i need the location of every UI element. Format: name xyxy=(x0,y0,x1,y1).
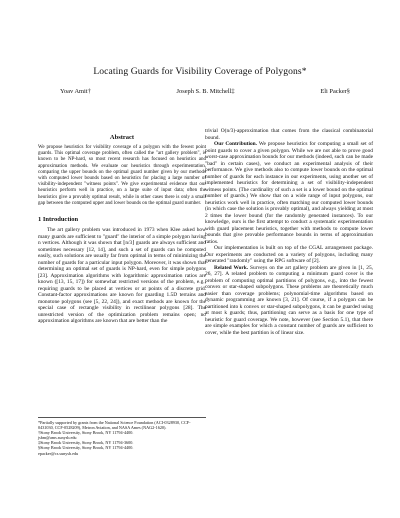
implementation-paragraph: Our implementation is built on top of the CGAL arrangement package. Our experiments are conducted on a variety of polygons, including many generated "randomly" using the RPG software of [2]. xyxy=(205,245,373,264)
footnote-email-2: epacker@cs.sunysb.edu xyxy=(38,450,79,456)
author-2: Joseph S. B. Mitchell‡ xyxy=(176,88,235,95)
left-column xyxy=(38,134,206,325)
contribution-paragraph xyxy=(205,141,373,245)
footnote-author-3: §Stony Brook University, Stony Brook, NY 11794-4400. xyxy=(38,445,134,451)
footnote-author-1: †Stony Brook University, Stony Brook, NY 11794-4400. xyxy=(38,430,134,436)
author-1: Yoav Amit† xyxy=(60,88,91,95)
footnotes xyxy=(38,417,206,456)
author-list xyxy=(60,88,350,95)
abstract-text: We propose heuristics for visibility coverage of a polygon with the fewest point guards. This optimal coverage problem, often called the "art gallery problem", is known to be NP-hard, so most recent research has focused on heuristics and approximation methods. We evaluate our heuristics through experimentation, comparing the upper bounds on the optimal guard number given by our methods with computed lower bounds based on heuristics for placing a large number of visibility-independent "witness points". We give experimental evidence that our heuristics perform well in practice, on a large suite of input data; often the heuristics give a provably optimal result, while in other cases there is only a small gap between the computed upper and lower bounds on the optimal guard number. xyxy=(38,145,206,206)
related-work-text: Surveys on the art gallery problem are given in [1, 25, 26, 27]. A related problem to computing a minimum guard cover is the problem of computing optimal partitions of polygons, e.g., into the fewest convex or star-shaped subpolygons. These problems are theoretically much easier than coverage problems; polynomial-time algorithms based on dynamic programming are known [3, 21]. Of course, if a polygon can be partitioned into k convex or star-shaped subpolygons, it can be guarded using at most k guards; thus, partitioning can serve as a basis for one type of heuristic for guard coverage. We note, however (see Section 5.1), that there are simple examples for which a constant number of guards are sufficient to cover, while the best partition is of linear size. xyxy=(205,264,373,336)
paper-title: Locating Guards for Visibility Coverage of Polygons* xyxy=(93,66,307,77)
intro-continuation: trivial O(n/3)-approximation that comes from the classical combinatorial bound. xyxy=(205,128,373,141)
contribution-heading: Our Contribution. xyxy=(214,141,258,147)
right-column xyxy=(205,128,373,336)
related-work-heading: Related Work. xyxy=(214,264,249,271)
abstract-heading: Abstract xyxy=(109,134,135,141)
related-work-paragraph xyxy=(205,265,373,337)
footnote-email-1: jsbm@ams.sunysb.edu xyxy=(38,435,77,441)
footnote-funding: *Partially supported by grants from the National Science Foundation (ACI-0328930, CCF-0431030, CCF-0528209), Metron Aviation, and NASA Ames (NAG2-1620). xyxy=(38,420,191,431)
introduction-paragraph: The art gallery problem was introduced in 1973 when Klee asked how many guards are sufficient to "guard" the interior of a simple polygon having n vertices. Although it was shown that ⌊n/3⌋ guards are always sufficient and sometimes necessary [12, 14], and such a set of guards can be computed easily, such solutions are usually far from optimal in terms of minimizing the number of guards for a particular input polygon. Moreover, it was shown that determining an optimal set of guards is NP-hard, even for simple polygons [23]. Approximation algorithms with logarithmic approximation ratios are known ([13, 15, 17]) for somewhat restricted versions of the problem, e.g., requiring guards to be placed at vertices or at points of a discrete grid. Constant-factor approximations are known for guarding 1.5D terrains and monotone polygons (see [5, 22, 24]), and exact methods are known for the special case of rectangle visibility in rectilinear polygons [28]. The unrestricted version of the optimization problem remains open; no approximation algorithms are known that are better than the xyxy=(38,227,206,325)
section-heading-introduction: 1 Introduction xyxy=(38,216,79,224)
author-3: Eli Packer§ xyxy=(320,88,350,95)
contribution-text: We propose heuristics for computing a small set of point guards to cover a given polygon. While we are not able to prove good worst-case approximation bounds for our methods (indeed, such can be made "bad" in certain cases), we conduct an experimental analysis of their performance. We give methods also to compute lower bounds on the optimal number of guards for each instance in our experiments, using another set of implemented heuristics for determining a set of visibility-independent witness points. (The cardinality of such a set is a lower bound on the optimal number of guards.) We show that on a wide range of input polygons, our heuristics work well in practice, often matching our computed lower bounds (in which case the solution is provably optimal), and always yielding at most 2 times the lower bound (for the randomly generated instances). To our knowledge, ours is the first attempt to conduct a systematic experimentation with guard placement heuristics, together with methods to compute lower bounds that give provable performance bounds in terms of approximation ratios. xyxy=(205,141,373,245)
footnote-author-2: ‡Stony Brook University, Stony Brook, NY 11794-3600. xyxy=(38,440,134,446)
